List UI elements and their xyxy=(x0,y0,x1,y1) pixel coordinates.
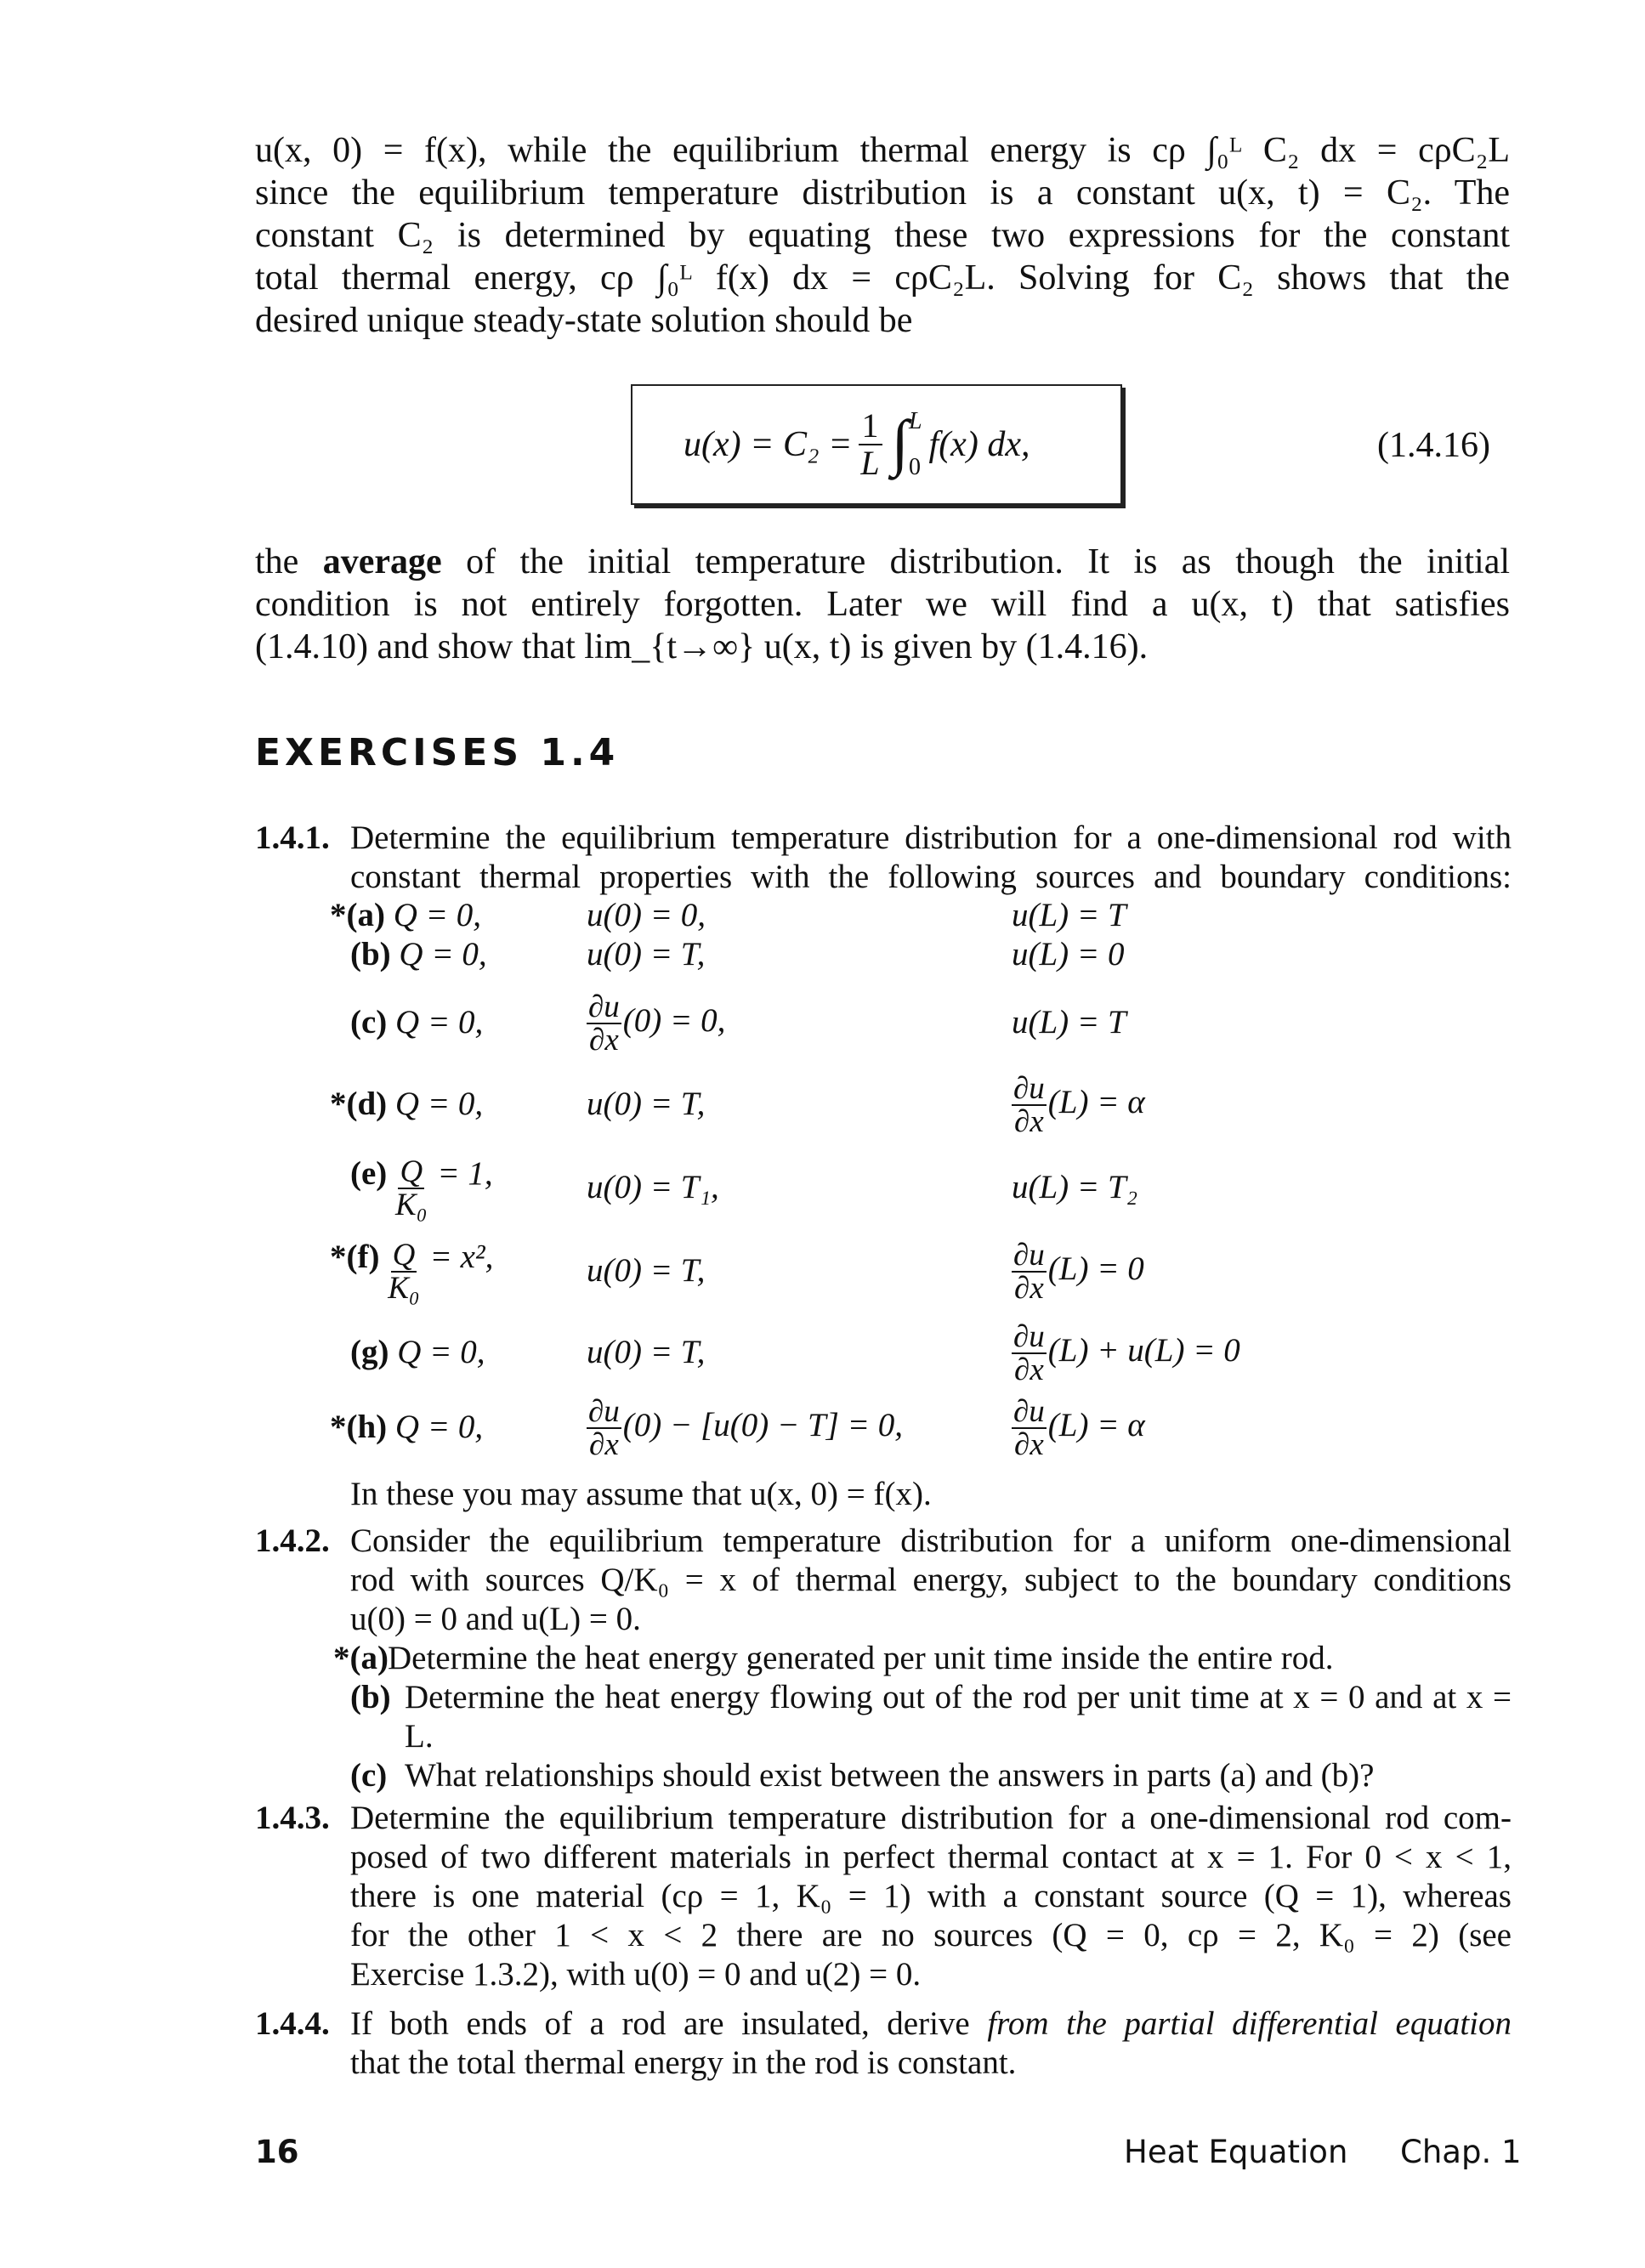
integral-limits xyxy=(909,408,922,481)
left-boundary: u(0) = 0, xyxy=(587,897,706,933)
condition-row-f xyxy=(332,1239,1352,1307)
intro-paragraph xyxy=(255,129,1510,342)
after-line-1-post: of the initial temperature distribution. It is as though the initial xyxy=(466,542,1511,581)
right-boundary: u(L) = T₂ xyxy=(1012,1169,1138,1205)
partial-derivative: $\frac{\partial u}{\partial x}$ xyxy=(588,1394,620,1462)
row-label: (e) xyxy=(350,1154,388,1192)
row-label: *(a) xyxy=(330,897,385,933)
exercise-number: 1.4.4. xyxy=(255,2005,330,2042)
after-paragraph xyxy=(255,541,1510,668)
source-term: Q = 0, xyxy=(394,1086,484,1122)
right-boundary: (L) = α xyxy=(1047,1406,1145,1443)
ex3-line-3: there is one material (cρ = 1, K₀ = 1) with a constant source (Q = 1), whereas xyxy=(350,1878,1512,1914)
part-label: *(a) xyxy=(333,1640,389,1676)
right-boundary: (L) = 0 xyxy=(1047,1250,1144,1287)
section-heading: EXERCISES 1.4 xyxy=(255,731,620,774)
intro-line-3: constant C₂ is determined by equating these two expressions for the constant xyxy=(255,216,1510,255)
exercise-1-4-1 xyxy=(255,819,1513,895)
intro-line-2: since the equilibrium temperature distribution is a constant u(x, t) = C₂. The xyxy=(255,173,1510,213)
ex3-line-5: Exercise 1.3.2), with u(0) = 0 and u(2) = 0. xyxy=(350,1956,922,1993)
after-line-1-pre: the xyxy=(255,542,299,581)
left-boundary: u(0) = T₁, xyxy=(587,1169,719,1205)
integral-sign: ∫ xyxy=(891,407,909,478)
ex2-part-c xyxy=(350,1756,1512,1795)
running-section-title: Heat Equation xyxy=(1124,2134,1348,2170)
ex3-line-1: Determine the equilibrium temperature distribution for a one-dimensional rod com- xyxy=(350,1800,1512,1836)
equation-number: (1.4.16) xyxy=(1377,426,1490,465)
source-term: Q = 0, xyxy=(393,897,481,933)
left-boundary: u(0) = T, xyxy=(587,1086,706,1122)
intro-line-1: u(x, 0) = f(x), while the equilibrium thermal energy is cρ ∫₀ᴸ C₂ dx = cρC₂L xyxy=(255,131,1510,170)
source-term: = 1, xyxy=(437,1154,493,1192)
source-term: Q = 0, xyxy=(395,1004,484,1040)
row-label: *(h) xyxy=(330,1409,388,1445)
equation-fraction xyxy=(857,408,882,481)
row-label: *(f) xyxy=(330,1238,380,1275)
partial-derivative: $\frac{\partial u}{\partial x}$ xyxy=(1013,1319,1045,1387)
ex4-line-1: If both ends of a rod are insulated, derive from the partial differential equation xyxy=(350,2005,1512,2042)
exercise-number: 1.4.1. xyxy=(255,819,330,856)
source-term: = x², xyxy=(429,1238,494,1275)
row-label: (c) xyxy=(350,1004,388,1040)
right-boundary: (L) + u(L) = 0 xyxy=(1047,1331,1240,1369)
fraction-denominator: L xyxy=(860,444,880,482)
partial-derivative: $\frac{\partial u}{\partial x}$ xyxy=(1013,1394,1045,1462)
right-boundary: (L) = α xyxy=(1047,1083,1145,1120)
source-term: Q = 0, xyxy=(394,1409,484,1445)
equation-integrand: f(x) dx, xyxy=(928,425,1030,464)
source-ratio: $\frac{Q}{\text{K₀}}$ xyxy=(395,1154,428,1222)
right-boundary: u(L) = T xyxy=(1012,1004,1126,1040)
row-label: (g) xyxy=(350,1334,389,1370)
right-boundary: u(L) = 0 xyxy=(1012,936,1125,972)
partial-derivative: $\frac{\partial u}{\partial x}$ xyxy=(1013,1071,1045,1139)
intro-line-4: total thermal energy, cρ ∫₀ᴸ f(x) dx = cρC₂L. Solving for C₂ shows that the xyxy=(255,258,1510,298)
left-boundary: u(0) = T, xyxy=(587,1334,706,1370)
exercise-text xyxy=(350,1799,1512,1994)
left-boundary: (0) = 0, xyxy=(622,1001,726,1039)
source-term: Q = 0, xyxy=(399,936,487,972)
ex2-line-3: u(0) = 0 and u(L) = 0. xyxy=(350,1601,641,1637)
integral-upper-limit: L xyxy=(908,408,922,434)
part-label: (b) xyxy=(350,1679,391,1715)
part-text: Determine the heat energy flowing out of the rod per unit time at x = 0 and at x = L. xyxy=(405,1679,1512,1755)
equation-lhs: u(x) = C₂ = xyxy=(684,425,853,464)
partial-derivative: $\frac{\partial u}{\partial x}$ xyxy=(588,989,620,1057)
source-term: Q = 0, xyxy=(397,1334,485,1370)
condition-row-h xyxy=(332,1396,1352,1464)
after-line-2: condition is not entirely forgotten. Later we will find a u(x, t) that satisfies xyxy=(255,585,1510,624)
part-text: What relationships should exist between the answers in parts (a) and (b)? xyxy=(405,1757,1375,1794)
condition-row-g xyxy=(332,1321,1352,1389)
partial-derivative: $\frac{\partial u}{\partial x}$ xyxy=(1013,1238,1045,1306)
exercise-text xyxy=(350,2004,1512,2083)
after-line-1 xyxy=(255,541,1510,583)
ex2-part-b xyxy=(350,1678,1512,1756)
condition-row-c xyxy=(332,991,1352,1059)
part-label: (c) xyxy=(350,1757,388,1794)
closing-text: In these you may assume that u(x, 0) = f(x). xyxy=(350,1476,932,1512)
after-line-3: (1.4.10) and show that lim_{t→∞} u(x, t) is given by (1.4.16). xyxy=(255,627,1149,666)
average-term: average xyxy=(322,542,442,581)
exercise-1-4-2 xyxy=(255,1522,1513,1828)
source-ratio: $\frac{Q}{\text{K₀}}$ xyxy=(388,1238,420,1306)
boxed-equation xyxy=(631,384,1122,505)
running-chapter: Chap. 1 xyxy=(1400,2134,1522,2170)
fraction-numerator: 1 xyxy=(859,408,882,445)
exercise-number: 1.4.3. xyxy=(255,1800,330,1836)
ex3-line-4: for the other 1 < x < 2 there are no sources (Q = 0, cρ = 2, K₀ = 2) (see xyxy=(350,1917,1512,1953)
ex4-line-2: that the total thermal energy in the rod is constant. xyxy=(350,2044,1017,2081)
ex2-line-2: rod with sources Q/K₀ = x of thermal energy, subject to the boundary conditions xyxy=(350,1562,1512,1598)
left-boundary: (0) − [u(0) − T] = 0, xyxy=(622,1406,903,1443)
exercise-1-4-1-closing xyxy=(255,1475,1513,1514)
row-label: *(d) xyxy=(330,1086,388,1122)
ex1-line-1: Determine the equilibrium temperature distribution for a one-dimensional rod with xyxy=(350,819,1512,856)
left-boundary: u(0) = T, xyxy=(587,936,706,972)
condition-row-e xyxy=(332,1156,1352,1224)
exercise-1-4-3 xyxy=(255,1799,1513,2003)
intro-line-5: desired unique steady-state solution should be xyxy=(255,301,913,340)
page-number: 16 xyxy=(255,2134,299,2170)
condition-row-d xyxy=(332,1073,1352,1141)
exercise-number: 1.4.2. xyxy=(255,1522,330,1559)
left-boundary: u(0) = T, xyxy=(587,1252,706,1289)
ex2-part-a xyxy=(333,1639,1512,1678)
exercise-text xyxy=(333,1522,1512,1795)
ex2-line-1: Consider the equilibrium temperature distribution for a uniform one-dimensional xyxy=(350,1522,1512,1559)
integral-lower-limit: 0 xyxy=(908,454,921,480)
row-label: (b) xyxy=(350,936,391,972)
exercise-text xyxy=(350,819,1512,897)
part-text: Determine the heat energy generated per unit time inside the entire rod. xyxy=(388,1640,1334,1676)
ex1-line-2: constant thermal properties with the following sources and boundary conditions: xyxy=(350,859,1512,895)
exercise-1-4-4 xyxy=(255,2004,1513,2089)
right-boundary: u(L) = T xyxy=(1012,897,1126,933)
ex3-line-2: posed of two different materials in perfect thermal contact at x = 1. For 0 < x < 1, xyxy=(350,1839,1512,1875)
emphasis: from the partial differential equation xyxy=(987,2005,1512,2042)
